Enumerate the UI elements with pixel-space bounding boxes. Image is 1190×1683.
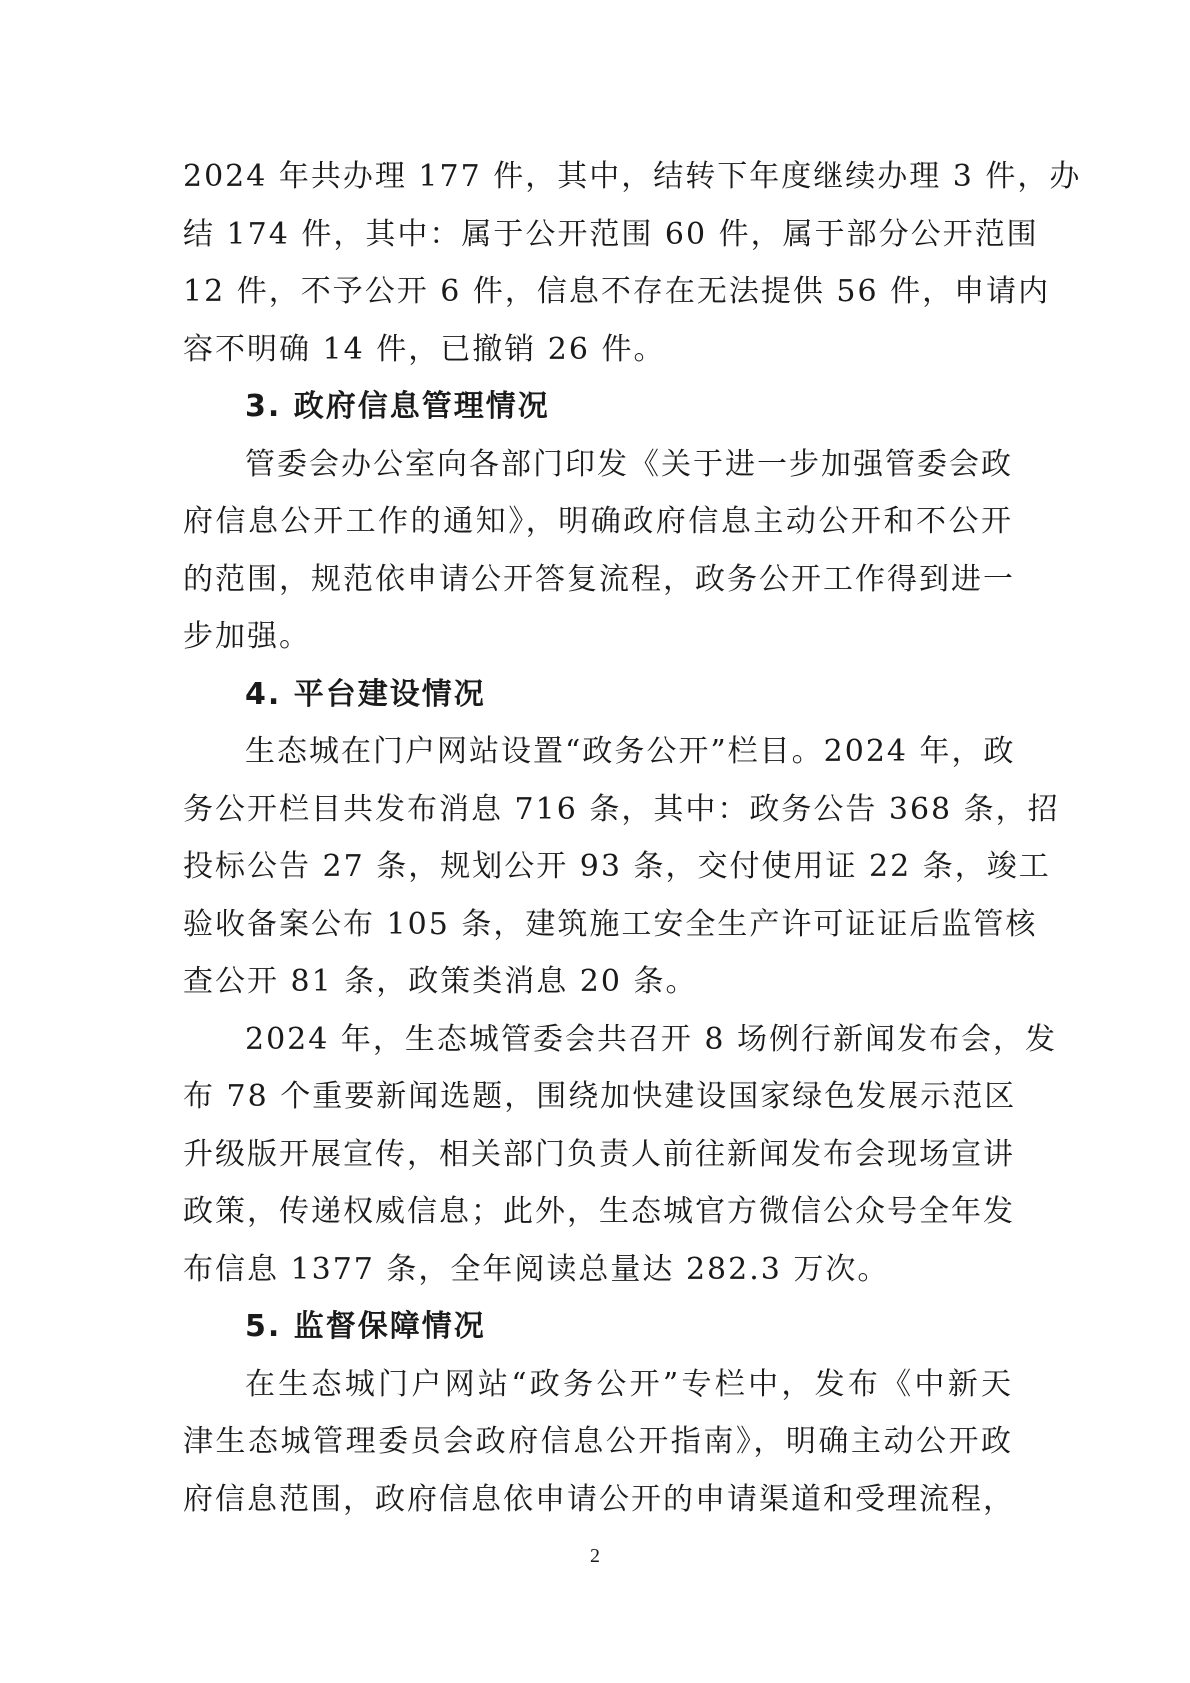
document-body [183, 148, 1082, 1528]
body-line: 的范围，规范依申请公开答复流程，政务公开工作得到进一 [183, 561, 1015, 597]
section-heading: 4. 平台建设情况 [245, 676, 486, 712]
section-heading: 3. 政府信息管理情况 [245, 389, 550, 424]
body-line: 投标公告 27 条，规划公开 93 条，交付使用证 22 条，竣工 [183, 849, 1051, 884]
body-line: 生态城在门户网站设置“政务公开”栏目。2024 年，政 [245, 734, 1016, 769]
body-line: 2024 年，生态城管委会共召开 8 场例行新闻发布会，发 [245, 1021, 1058, 1057]
body-line: 管委会办公室向各部门印发《关于进一步加强管委会政 [245, 446, 1013, 482]
body-line: 验收备案公布 105 条，建筑施工安全生产许可证证后监管核 [183, 906, 1038, 942]
body-line: 务公开栏目共发布消息 716 条，其中：政务公告 368 条，招 [183, 791, 1060, 827]
body-line: 升级版开展宣传，相关部门负责人前往新闻发布会现场宣讲 [183, 1136, 1015, 1172]
body-line: 府信息公开工作的通知》，明确政府信息主动公开和不公开 [183, 504, 1013, 539]
body-line: 布 78 个重要新闻选题，围绕加快建设国家绿色发展示范区 [183, 1079, 1017, 1114]
body-line: 津生态城管理委员会政府信息公开指南》，明确主动公开政 [183, 1424, 1013, 1459]
body-line: 查公开 81 条，政策类消息 20 条。 [183, 964, 698, 999]
body-line: 2024 年共办理 177 件，其中，结转下年度继续办理 3 件，办 [183, 159, 1082, 194]
body-line: 容不明确 14 件，已撤销 26 件。 [183, 331, 666, 367]
body-line: 结 174 件，其中：属于公开范围 60 件，属于部分公开范围 [183, 216, 1039, 252]
body-line: 12 件，不予公开 6 件，信息不存在无法提供 56 件，申请内 [183, 274, 1051, 309]
body-line: 府信息范围，政府信息依申请公开的申请渠道和受理流程， [183, 1481, 1015, 1517]
body-line: 在生态城门户网站“政务公开”专栏中，发布《中新天 [245, 1366, 1013, 1402]
body-line: 步加强。 [183, 619, 311, 654]
section-heading: 5. 监督保障情况 [245, 1309, 486, 1344]
body-line: 布信息 1377 条，全年阅读总量达 282.3 万次。 [183, 1251, 890, 1287]
body-line: 政策，传递权威信息；此外，生态城官方微信公众号全年发 [183, 1194, 1015, 1229]
page-number: 2 [590, 1545, 600, 1567]
